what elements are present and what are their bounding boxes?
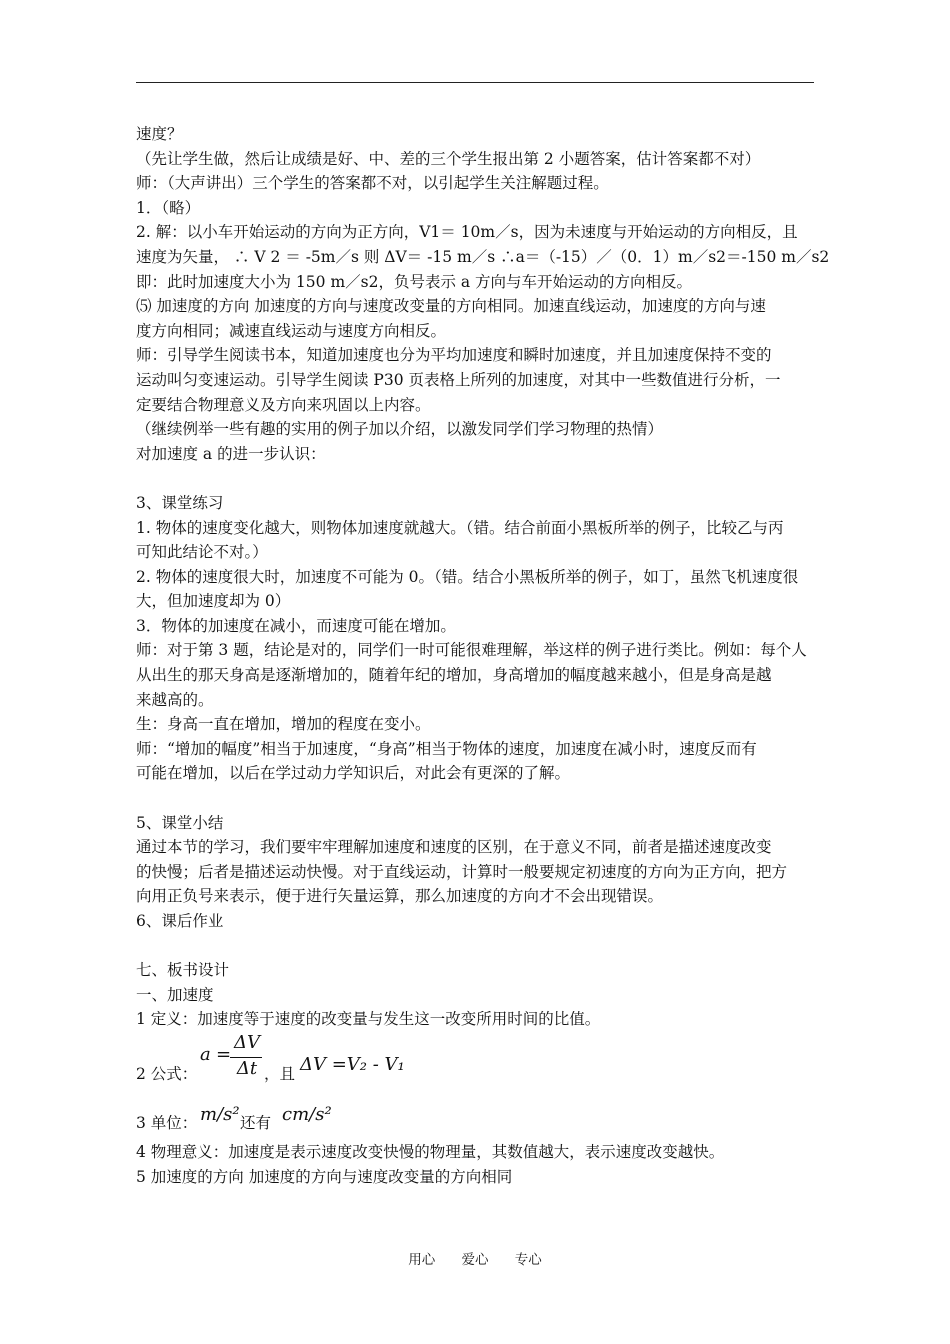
page-footer: 用心 爱心 专心 xyxy=(408,1252,542,1268)
unit-m-per-s2: m/s² xyxy=(200,1103,240,1125)
text-line: 2. 物体的速度很大时，加速度不可能为 0。（错。结合小黑板所举的例子，如丁，虽然飞机速度很 xyxy=(136,567,799,586)
text-line: （继续例举一些有趣的实用的例子加以介绍，以激发同学们学习物理的热情） xyxy=(136,420,664,439)
document-body xyxy=(136,122,830,1189)
fraction-denominator: Δt xyxy=(236,1057,258,1079)
text-line: 4 物理意义：加速度是表示速度改变快慢的物理量，其数值越大，表示速度改变越快。 xyxy=(136,1142,725,1161)
blank-line xyxy=(136,786,816,811)
section-heading: 七、板书设计 xyxy=(136,961,230,980)
text-line: 定要结合物理意义及方向来巩固以上内容。 xyxy=(136,395,431,414)
units-line xyxy=(136,1094,816,1140)
text-line: 对加速度 a 的进一步认识： xyxy=(136,444,326,463)
formula-and: ，且 xyxy=(264,1064,296,1083)
text-line: 通过本节的学习，我们要牢牢理解加速度和速度的区别，在于意义不同，前者是描述速度改变 xyxy=(136,838,772,857)
unit-cm-per-s2: cm/s² xyxy=(282,1103,332,1125)
header-rule xyxy=(136,82,814,83)
text-line: 师：引导学生阅读书本，知道加速度也分为平均加速度和瞬时加速度，并且加速度保持不变的 xyxy=(136,346,772,365)
text-line: 2. 解：以小车开始运动的方向为正方向，V1＝ 10m／s，因为未速度与开始运动的方向相反，且 xyxy=(136,223,798,242)
text-line: （先让学生做，然后让成绩是好、中、差的三个学生报出第 2 小题答案，估计答案都不对） xyxy=(136,149,761,168)
section-heading: 6、课后作业 xyxy=(136,912,224,930)
section-heading: 5、课堂小结 xyxy=(136,813,224,832)
text-line: 师：对于第 3 题，结论是对的，同学们一时可能很难理解，举这样的例子进行类比。例如：每个人 xyxy=(136,641,807,660)
text-line: 速度？ xyxy=(136,125,183,143)
text-line: 从出生的那天身高是逐渐增加的，随着年纪的增加，身高增加的幅度越来越小，但是身高是越 xyxy=(136,666,772,685)
text-line: 可能在增加，以后在学过动力学知识后，对此会有更深的了解。 xyxy=(136,764,571,783)
text-line: 1．（略） xyxy=(136,198,201,217)
text-line: 5 加速度的方向 加速度的方向与速度改变量的方向相同 xyxy=(136,1167,513,1186)
formula-equals: = xyxy=(216,1043,232,1065)
text-line: 大，但加速度却为 0） xyxy=(136,592,291,611)
text-line: ⑸ 加速度的方向 加速度的方向与速度改变量的方向相同。加速直线运动，加速度的方向与速 xyxy=(136,297,766,316)
text-line: 即：此时加速度大小为 150 m／s2，负号表示 a 方向与车开始运动的方向相反。 xyxy=(136,272,693,291)
text-line: 可知此结论不对。） xyxy=(136,543,268,562)
units-also: 还有 xyxy=(240,1113,272,1132)
text-line: 1 定义：加速度等于速度的改变量与发生这一改变所用时间的比值。 xyxy=(136,1010,601,1029)
units-label: 3 单位： xyxy=(136,1113,198,1132)
blank-line xyxy=(136,466,816,491)
blank-line xyxy=(136,934,816,959)
text-line: 运动叫匀变速运动。引导学生阅读 P30 页表格上所列的加速度，对其中一些数值进行分析，一 xyxy=(136,370,781,389)
text-line: 速度为矢量， ∴ V 2 ＝ -5m／s 则 ΔV＝ -15 m／s ∴a＝（-15）／（0．1）m／s2＝-150 m／s2 xyxy=(136,247,830,266)
text-line: 来越高的。 xyxy=(136,690,214,709)
text-line: 3．物体的加速度在减小，而速度可能在增加。 xyxy=(136,616,456,635)
text-line: 生：身高一直在增加，增加的程度在变小。 xyxy=(136,715,431,734)
formula-label: 2 公式： xyxy=(136,1064,198,1083)
text-line: 的快慢；后者是描述运动快慢。对于直线运动，计算时一般要规定初速度的方向为正方向，把方 xyxy=(136,862,788,881)
text-line: 师：（大声讲出）三个学生的答案都不对，以引起学生关注解题过程。 xyxy=(136,174,609,193)
text-line: 度方向相同；减速直线运动与速度方向相反。 xyxy=(136,321,447,340)
formula-a: a xyxy=(200,1043,211,1065)
formula-line xyxy=(136,1032,816,1094)
formula-delta-v: ΔV =V₂ - V₁ xyxy=(300,1053,405,1075)
fraction-numerator: ΔV xyxy=(234,1031,260,1053)
text-line: 1. 物体的速度变化越大，则物体加速度就越大。（错。结合前面小黑板所举的例子，比较乙与丙 xyxy=(136,518,784,537)
subsection-heading: 一、加速度 xyxy=(136,985,214,1004)
section-heading: 3、课堂练习 xyxy=(136,493,224,512)
text-line: 向用正负号来表示，便于进行矢量运算，那么加速度的方向才不会出现错误。 xyxy=(136,887,664,906)
text-line: 师：“增加的幅度”相当于加速度，“身高”相当于物体的速度，加速度在减小时，速度反而有 xyxy=(136,739,757,758)
